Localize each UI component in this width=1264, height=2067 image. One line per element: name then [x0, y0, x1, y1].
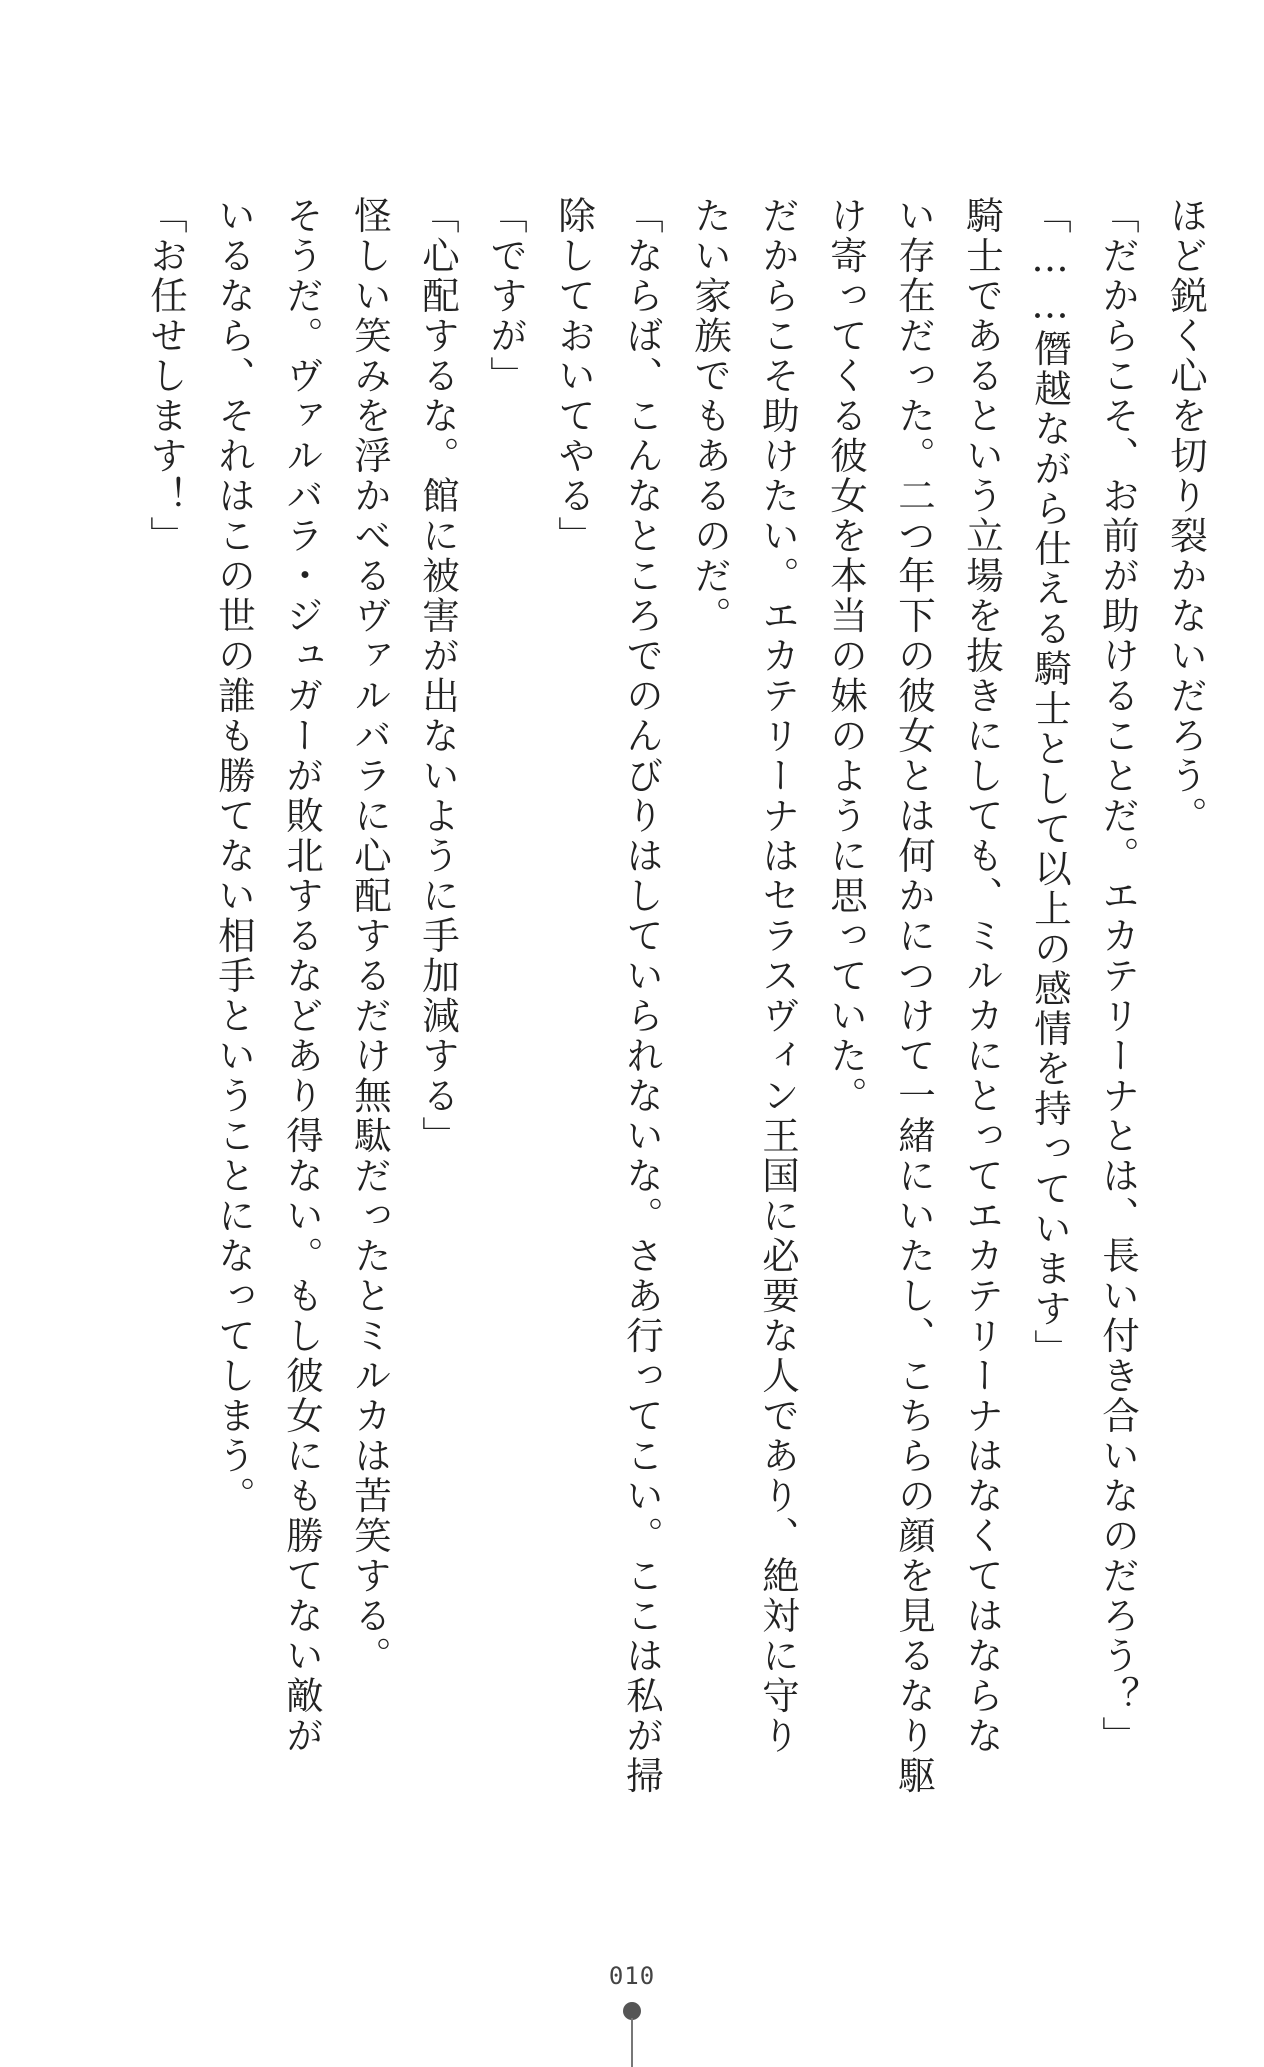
- text-line-16: 「お任せします！」: [144, 196, 188, 556]
- page-number: 010: [608, 1962, 656, 1990]
- text-line-9: 「ならば、こんなところでのんびりはしていられないな。さあ行ってこい。ここは私が掃: [620, 196, 664, 1796]
- text-line-2: 「だからこそ、お前が助けることだ。エカテリーナとは、長い付き合いなのだろう？」: [1096, 196, 1140, 1756]
- text-line-13: 怪しい笑みを浮かべるヴァルバラに心配するだけ無駄だったとミルカは苦笑する。: [348, 196, 392, 1676]
- ruby-word: [1016, 329, 1084, 409]
- text-line-8: たい家族でもあるのだ。: [688, 196, 732, 636]
- text-line-15: いるなら、それはこの世の誰も勝てない相手ということになってしまう。: [212, 196, 256, 1516]
- vertical-text-block: [60, 196, 1220, 1916]
- text-line-12: 「心配するな。館に被害が出ないように手加減する」: [416, 196, 460, 1156]
- text-line-5: い存在だった。二つ年下の彼女とは何かにつけて一緒にいたし、こちらの顔を見るなり駆: [892, 196, 936, 1796]
- ruby-base: 僭越: [1028, 329, 1072, 409]
- text-line-3-suffix: ながら仕える騎士として以上の感情を持っています」: [1028, 409, 1072, 1369]
- text-line-14: そうだ。ヴァルバラ・ジュガーが敗北するなどあり得ない。もし彼女にも勝てない敵が: [280, 196, 324, 1756]
- text-line-4: 騎士であるという立場を抜きにしても、ミルカにとってエカテリーナはなくてはならな: [960, 196, 1004, 1756]
- text-line-7: だからこそ助けたい。エカテリーナはセラスヴィン王国に必要な人であり、絶対に守り: [756, 196, 800, 1756]
- text-line-3: [1016, 196, 1084, 1916]
- text-line-10: 除しておいてやる」: [552, 196, 596, 556]
- text-line-11: 「ですが」: [484, 196, 528, 396]
- text-line-3-prefix: 「……: [1028, 196, 1072, 329]
- page-marker-line: [631, 2018, 633, 2067]
- text-line-6: け寄ってくる彼女を本当の妹のように思っていた。: [824, 196, 868, 1116]
- text-line-1: ほど鋭く心を切り裂かないだろう。: [1164, 196, 1208, 836]
